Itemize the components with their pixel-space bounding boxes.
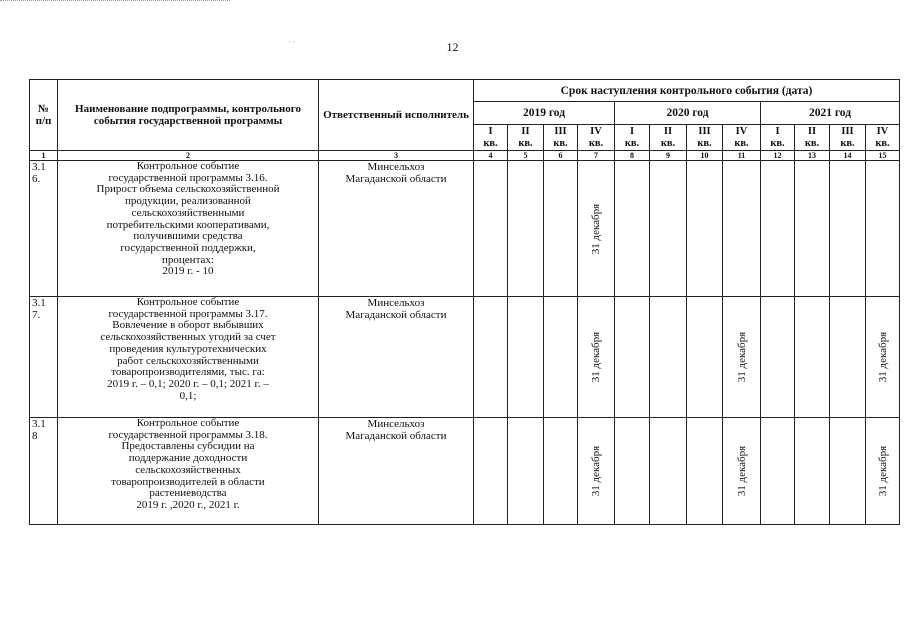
header-executor: Ответственный исполнитель (319, 80, 474, 151)
row-number: 3.1 8 (30, 418, 58, 525)
quarter-cell (650, 297, 687, 418)
quarter-cell (761, 161, 795, 297)
header-quarter: III кв. (830, 125, 866, 151)
header-quarter: IV кв. (723, 125, 761, 151)
quarter-cell (866, 418, 900, 525)
header-quarter: III кв. (687, 125, 723, 151)
quarter-cell (723, 161, 761, 297)
quarter-cell (650, 418, 687, 525)
column-number: 15 (866, 151, 900, 161)
header-quarter: II кв. (650, 125, 687, 151)
column-number: 8 (615, 151, 650, 161)
column-number: 4 (474, 151, 508, 161)
executor: Минсельхоз Магаданской области (319, 418, 474, 525)
executor: Минсельхоз Магаданской области (319, 297, 474, 418)
quarter-cell (474, 418, 508, 525)
quarter-cell (615, 418, 650, 525)
column-number: 1 (30, 151, 58, 161)
header-year-2020: 2020 год (615, 102, 761, 125)
quarter-cell (578, 297, 615, 418)
quarter-cell (544, 161, 578, 297)
deadline-date: 31 декабря (590, 445, 602, 497)
quarter-cell (687, 161, 723, 297)
header-quarter: I кв. (761, 125, 795, 151)
quarter-cell (723, 418, 761, 525)
column-number: 14 (830, 151, 866, 161)
header-quarter: IV кв. (578, 125, 615, 151)
quarter-cell (578, 161, 615, 297)
header-num: № п/п (30, 80, 58, 151)
scan-artifact-dots: · · (288, 38, 296, 47)
quarter-cell (761, 297, 795, 418)
deadline-date: 31 декабря (735, 445, 748, 497)
event-name: Контрольное событие государственной программы 3.18. Предоставлены субсидии на поддержание доходности сельскохозяйственных товаропроизводителей в области растениеводства 2019 г. ,2020 г., 2021 г. (58, 418, 319, 525)
quarter-cell (830, 161, 866, 297)
header-quarter: IV кв. (866, 125, 900, 151)
event-name: Контрольное событие государственной программы 3.17. Вовлечение в оборот выбывших сельскохозяйственных угодий за счет проведения культуротехнических работ сельскохозяйственными товаропроизводителями, тыс. га: 2019 г. – 0,1; 2020 г. – 0,1; 2021 г. – 0,1; (58, 297, 319, 418)
quarter-cell (795, 418, 830, 525)
deadline-date: 31 декабря (876, 445, 889, 497)
header-quarter: I кв. (474, 125, 508, 151)
header-deadline: Срок наступления контрольного события (дата) (474, 80, 900, 102)
column-number: 2 (58, 151, 319, 161)
table-row (30, 297, 900, 418)
quarter-cell (615, 297, 650, 418)
quarter-cell (866, 297, 900, 418)
column-number: 9 (650, 151, 687, 161)
control-events-table (29, 79, 900, 525)
quarter-cell (795, 297, 830, 418)
header-quarter: I кв. (615, 125, 650, 151)
quarter-cell (508, 418, 544, 525)
quarter-cell (508, 297, 544, 418)
quarter-cell (544, 418, 578, 525)
header-name: Наименование подпрограммы, контрольного события государственной программы (58, 80, 319, 151)
column-number: 11 (723, 151, 761, 161)
column-number: 3 (319, 151, 474, 161)
quarter-cell (544, 297, 578, 418)
quarter-cell (723, 297, 761, 418)
quarter-cell (474, 297, 508, 418)
header-quarter: II кв. (508, 125, 544, 151)
column-number: 12 (761, 151, 795, 161)
column-number: 10 (687, 151, 723, 161)
row-number: 3.1 7. (30, 297, 58, 418)
deadline-date: 31 декабря (876, 331, 889, 383)
page-number: 12 (446, 40, 459, 54)
executor: Минсельхоз Магаданской области (319, 161, 474, 297)
deadline-date: 31 декабря (590, 203, 602, 254)
quarter-cell (761, 418, 795, 525)
header-year-2021: 2021 год (761, 102, 900, 125)
deadline-date: 31 декабря (735, 331, 748, 383)
quarter-cell (830, 418, 866, 525)
header-quarter: II кв. (795, 125, 830, 151)
quarter-cell (578, 418, 615, 525)
scan-artifact-line (0, 0, 230, 4)
quarter-cell (615, 161, 650, 297)
quarter-cell (508, 161, 544, 297)
column-number: 7 (578, 151, 615, 161)
quarter-cell (795, 161, 830, 297)
quarter-cell (830, 297, 866, 418)
row-number: 3.1 6. (30, 161, 58, 297)
column-number: 5 (508, 151, 544, 161)
table-row (30, 161, 900, 297)
table-row (30, 418, 900, 525)
column-number: 13 (795, 151, 830, 161)
quarter-cell (866, 161, 900, 297)
event-name: Контрольное событие государственной программы 3.16. Прирост объема сельскохозяйственной продукции, реализованной сельскохозяйственными потребительскими кооперативами, получившими средства государственной поддержки, процентах: 2019 г. - 10 (58, 161, 319, 297)
quarter-cell (650, 161, 687, 297)
column-number: 6 (544, 151, 578, 161)
quarter-cell (687, 297, 723, 418)
quarter-cell (474, 161, 508, 297)
quarter-cell (687, 418, 723, 525)
header-quarter: III кв. (544, 125, 578, 151)
deadline-date: 31 декабря (590, 331, 602, 383)
header-year-2019: 2019 год (474, 102, 615, 125)
